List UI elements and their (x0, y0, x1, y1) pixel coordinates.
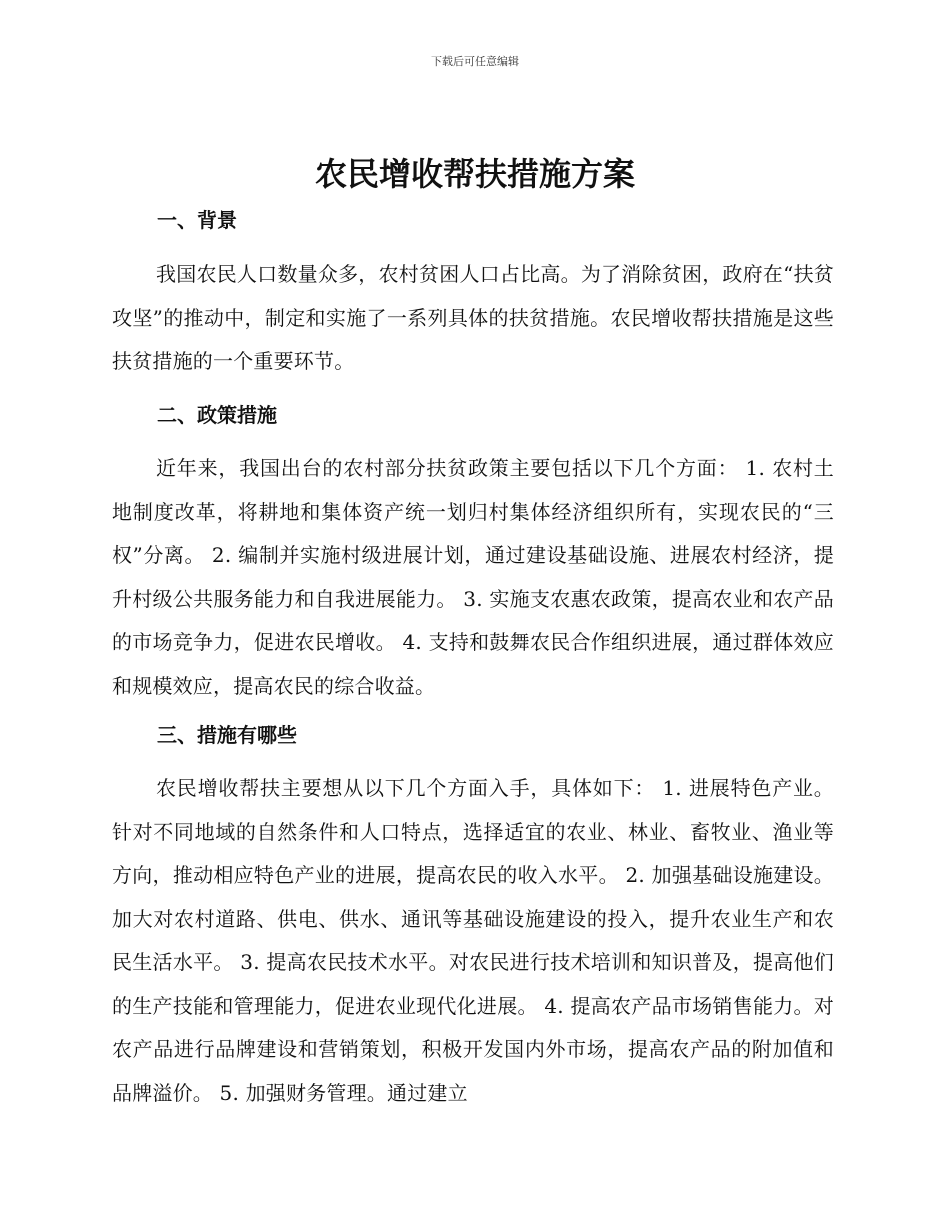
section-paragraph-policy: 近年来，我国出台的农村部分扶贫政策主要包括以下几个方面： 1. 农村土地制度改革，将耕地和集体资产统一划归村集体经济组织所有，实现农民的“三权”分离。 2. 编制并实施村级进展计划，通过建设基础设施、进展农村经济，提升村级公共服务能力和自我进展能力。 3. 实施支农惠农政策，提高农业和农产品的市场竞争力，促进农民增收。 4. 支持和鼓舞农民合作组织进展，通过群体效应和规模效应，提高农民的综合收益。 (112, 456, 834, 698)
section-paragraph-background: 我国农民人口数量众多，农村贫困人口占比高。为了消除贫困，政府在“扶贫攻坚”的推动中，制定和实施了一系列具体的扶贫措施。农民增收帮扶措施是这些扶贫措施的一个重要环节。 (112, 262, 834, 373)
section-heading-policy: 二、政策措施 (157, 403, 277, 427)
section-heading-measures: 三、措施有哪些 (157, 723, 297, 747)
section-heading-background: 一、背景 (157, 208, 237, 232)
page-title: 农民增收帮扶措施方案 (314, 155, 635, 193)
page-header-note: 下载后可任意编辑 (431, 55, 519, 68)
section-paragraph-measures: 农民增收帮扶主要想从以下几个方面入手，具体如下： 1. 进展特色产业。针对不同地域的自然条件和人口特点，选择适宜的农业、林业、畜牧业、渔业等方向，推动相应特色产业的进展，提高农民的收入水平。 2. 加强基础设施建设。加大对农村道路、供电、供水、通讯等基础设施建设的投入，提升农业生产和农民生活水平。 3. 提高农民技术水平。对农民进行技术培训和知识普及，提高他们的生产技能和管理能力，促进农业现代化进展。 4. 提高农产品市场销售能力。对农产品进行品牌建设和营销策划，积极开发国内外市场，提高农产品的附加值和品牌溢价。 5. 加强财务管理。通过建立 (112, 776, 834, 1105)
